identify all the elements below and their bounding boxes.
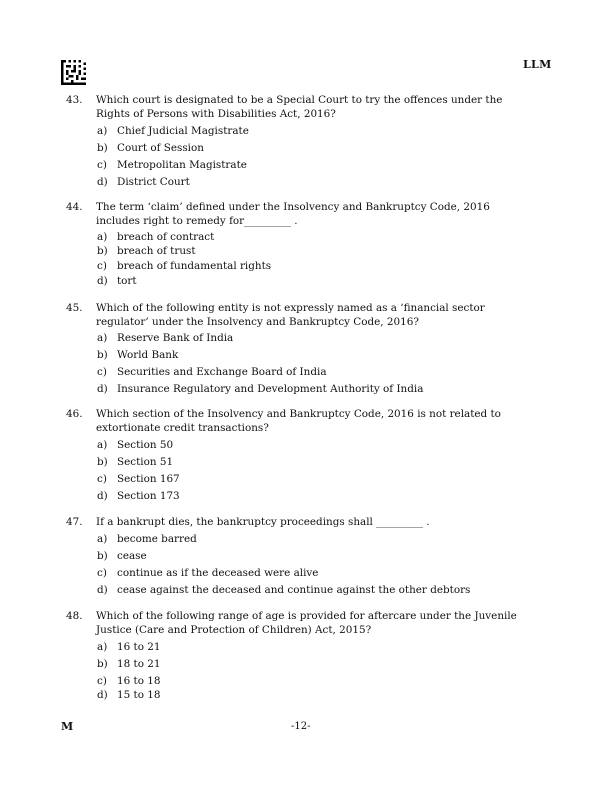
question-number: 47. bbox=[66, 516, 83, 528]
option-a: a) Reserve Bank of India bbox=[97, 332, 234, 344]
option-b: b) breach of trust bbox=[97, 245, 196, 257]
series-code: M bbox=[61, 720, 74, 733]
question-text: Which of the following range of age is provided for aftercare under the Juvenile Justice (Care and Protection of Children) Act, 2015? bbox=[96, 610, 517, 636]
option-a: a) Section 50 bbox=[97, 439, 174, 451]
question-number: 45. bbox=[66, 302, 83, 314]
question-48 bbox=[0, 609, 612, 702]
question-text: The term ‘claim’ defined under the Insolvency and Bankruptcy Code, 2016 includes right to remedy for_________ . bbox=[96, 201, 490, 227]
question-number: 48. bbox=[66, 610, 83, 622]
question-number: 44. bbox=[66, 201, 83, 213]
option-d: d) Section 173 bbox=[97, 490, 180, 502]
question-text: If a bankrupt dies, the bankruptcy proceedings shall _________ . bbox=[96, 516, 430, 528]
option-d: d) District Court bbox=[97, 176, 190, 188]
option-a: a) 16 to 21 bbox=[97, 641, 161, 653]
question-43 bbox=[0, 93, 612, 189]
question-47 bbox=[0, 515, 612, 597]
option-d: d) Insurance Regulatory and Development Authority of India bbox=[97, 383, 424, 395]
option-a: a) Chief Judicial Magistrate bbox=[97, 125, 249, 137]
option-a: a) breach of contract bbox=[97, 231, 215, 243]
option-a: a) become barred bbox=[97, 533, 197, 545]
question-46 bbox=[0, 407, 612, 503]
option-c: c) Securities and Exchange Board of India bbox=[97, 366, 327, 378]
question-45 bbox=[0, 301, 612, 396]
datamatrix-barcode-icon bbox=[61, 60, 86, 85]
question-text: Which of the following entity is not expressly named as a ‘financial sector regulator’ under the Insolvency and Bankruptcy Code, 2016? bbox=[96, 302, 485, 328]
option-b: b) World Bank bbox=[97, 349, 179, 361]
option-b: b) Section 51 bbox=[97, 456, 174, 468]
page-number: -12- bbox=[291, 721, 311, 732]
option-b: b) Court of Session bbox=[97, 142, 204, 154]
option-d: d) cease against the deceased and continue against the other debtors bbox=[97, 584, 471, 596]
question-text: Which court is designated to be a Special Court to try the offences under the Rights of Persons with Disabilities Act, 2016? bbox=[96, 94, 503, 120]
paper-code: LLM bbox=[523, 58, 552, 71]
option-c: c) continue as if the deceased were alive bbox=[97, 567, 319, 579]
option-b: b) 18 to 21 bbox=[97, 658, 161, 670]
option-d: d) 15 to 18 bbox=[97, 689, 161, 701]
question-44 bbox=[0, 200, 612, 288]
option-c: c) Section 167 bbox=[97, 473, 180, 485]
option-c: c) breach of fundamental rights bbox=[97, 260, 272, 272]
question-number: 43. bbox=[66, 94, 83, 106]
option-c: c) 16 to 18 bbox=[97, 675, 161, 687]
option-b: b) cease bbox=[97, 550, 147, 562]
question-text: Which section of the Insolvency and Bankruptcy Code, 2016 is not related to extortionate credit transactions? bbox=[96, 408, 501, 434]
question-number: 46. bbox=[66, 408, 83, 420]
option-d: d) tort bbox=[97, 275, 137, 287]
option-c: c) Metropolitan Magistrate bbox=[97, 159, 247, 171]
